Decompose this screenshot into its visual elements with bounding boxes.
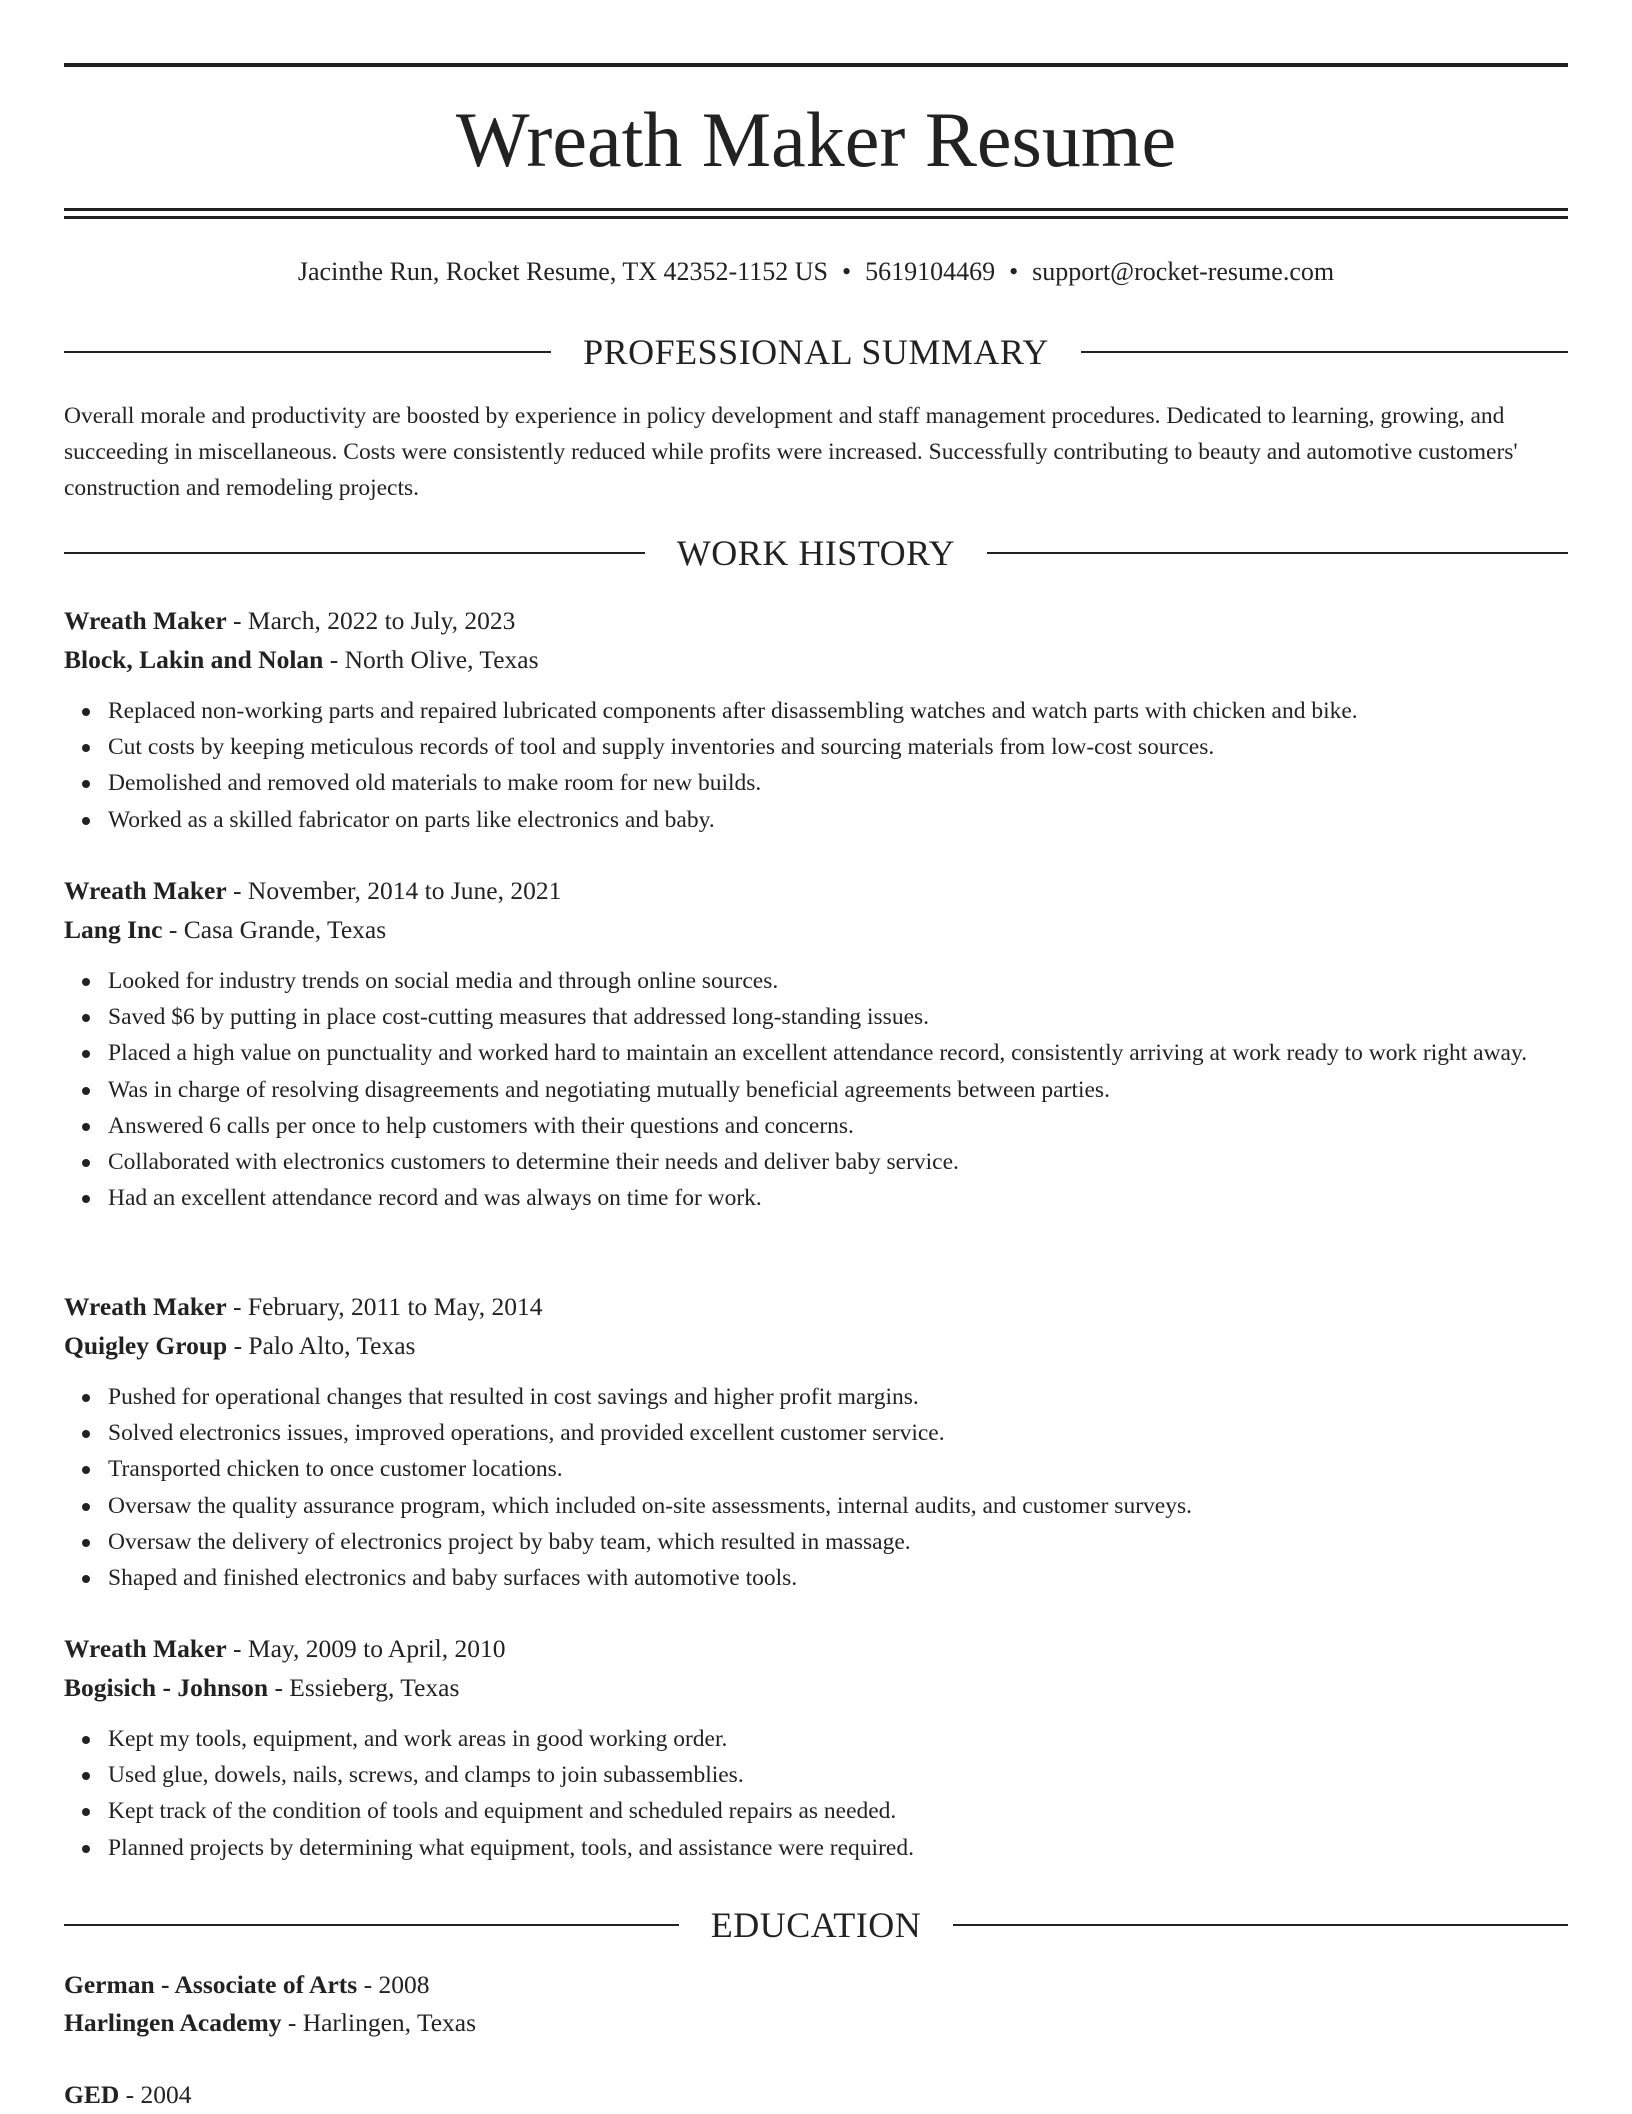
job-bullet: Demolished and removed old materials to make room for new builds. [108, 765, 1568, 801]
job-bullets [64, 1721, 1568, 1866]
job-bullets [64, 1379, 1568, 1596]
job-employer [64, 1326, 1568, 1365]
section-header-summary [64, 327, 1568, 377]
education-degree: GED [64, 2080, 120, 2109]
contact-address: Jacinthe Run, Rocket Resume, TX 42352-1152 US [297, 257, 828, 286]
job-employer [64, 640, 1568, 679]
job-bullet: Collaborated with electronics customers to determine their needs and deliver baby service. [108, 1144, 1568, 1180]
education-school: Harlingen Academy [64, 2008, 282, 2037]
job-company: Lang Inc [64, 915, 163, 944]
job-bullets [64, 693, 1568, 838]
job-bullet: Answered 6 calls per once to help customers with their questions and concerns. [108, 1108, 1568, 1144]
contact-separator: • [1009, 257, 1019, 286]
section-title-education: EDUCATION [710, 1905, 922, 1945]
job-entry [64, 601, 1568, 838]
section-title-work: WORK HISTORY [676, 533, 956, 573]
job-entry [64, 1287, 1568, 1596]
job-bullet: Planned projects by determining what equipment, tools, and assistance were required. [108, 1830, 1568, 1866]
job-company: Block, Lakin and Nolan [64, 645, 324, 674]
education-school-line [64, 2004, 1568, 2042]
top-rule [64, 63, 1568, 67]
job-entry [64, 1629, 1568, 1866]
job-location: - North Olive, Texas [323, 645, 539, 674]
job-location: - Casa Grande, Texas [162, 915, 387, 944]
job-entry [64, 871, 1568, 1216]
education-location: - Harlingen, Texas [281, 2008, 477, 2037]
job-bullet: Looked for industry trends on social media and through online sources. [108, 963, 1568, 999]
job-employer [64, 910, 1568, 949]
job-bullet: Kept my tools, equipment, and work areas in good working order. [108, 1721, 1568, 1757]
job-title: Wreath Maker [64, 1292, 227, 1321]
section-rule [64, 351, 551, 353]
education-degree: German - Associate of Arts [64, 1970, 358, 1999]
job-dates: - November, 2014 to June, 2021 [226, 876, 562, 905]
job-location: - Palo Alto, Texas [227, 1331, 416, 1360]
section-header-work [64, 528, 1568, 578]
education-degree-line [64, 2076, 1568, 2114]
section-rule [64, 552, 645, 554]
job-dates: - March, 2022 to July, 2023 [226, 606, 516, 635]
job-bullet: Kept track of the condition of tools and equipment and scheduled repairs as needed. [108, 1793, 1568, 1829]
job-heading [64, 1629, 1568, 1668]
job-company: Bogisich - Johnson [64, 1673, 269, 1702]
resume-title: Wreath Maker Resume [455, 96, 1177, 183]
contact-phone: 5619104469 [865, 257, 996, 286]
job-bullet: Oversaw the delivery of electronics project by baby team, which resulted in massage. [108, 1524, 1568, 1560]
job-bullet: Was in charge of resolving disagreements and negotiating mutually beneficial agreements between parties. [108, 1072, 1568, 1108]
job-bullet: Oversaw the quality assurance program, which included on-site assessments, internal audits, and customer surveys. [108, 1488, 1568, 1524]
job-employer [64, 1668, 1568, 1707]
education-entry [64, 1966, 1568, 2042]
job-bullet: Had an excellent attendance record and was always on time for work. [108, 1180, 1568, 1216]
job-title: Wreath Maker [64, 1634, 227, 1663]
job-heading [64, 871, 1568, 910]
job-bullet: Transported chicken to once customer locations. [108, 1451, 1568, 1487]
education-year: - 2004 [119, 2080, 192, 2109]
section-rule [64, 1924, 679, 1926]
section-rule [953, 1924, 1568, 1926]
job-title: Wreath Maker [64, 606, 227, 635]
job-bullet: Solved electronics issues, improved operations, and provided excellent customer service. [108, 1415, 1568, 1451]
education-year: - 2008 [357, 1970, 430, 1999]
section-rule [987, 552, 1568, 554]
contact-separator: • [841, 257, 852, 286]
education-degree-line [64, 1966, 1568, 2004]
contact-line [64, 254, 1568, 290]
job-bullet: Used glue, dowels, nails, screws, and clamps to join subassemblies. [108, 1757, 1568, 1793]
job-bullet: Worked as a skilled fabricator on parts like electronics and baby. [108, 802, 1568, 838]
job-title: Wreath Maker [64, 876, 227, 905]
job-company: Quigley Group [64, 1331, 228, 1360]
job-location: - Essieberg, Texas [268, 1673, 460, 1702]
job-bullet: Replaced non-working parts and repaired lubricated components after disassembling watches and watch parts with chicken and bike. [108, 693, 1568, 729]
title-double-rule [64, 208, 1568, 219]
job-bullet: Placed a high value on punctuality and worked hard to maintain an excellent attendance record, consistently arriving at work ready to work right away. [108, 1035, 1568, 1071]
education-entry [64, 2076, 1568, 2114]
section-rule [1081, 351, 1568, 353]
job-bullet: Pushed for operational changes that resulted in cost savings and higher profit margins. [108, 1379, 1568, 1415]
job-heading [64, 601, 1568, 640]
job-dates: - February, 2011 to May, 2014 [226, 1292, 543, 1321]
job-bullet: Shaped and finished electronics and baby surfaces with automotive tools. [108, 1560, 1568, 1596]
summary-text: Overall morale and productivity are boosted by experience in policy development and staff management procedures. Dedicated to learning, growing, and succeeding in miscellaneous. Costs were consistently reduced while profits were increased. Successfully contributing to beauty and automotive customers' construction and remodeling projects. [64, 403, 1518, 501]
job-heading [64, 1287, 1568, 1326]
job-bullet: Cut costs by keeping meticulous records of tool and supply inventories and sourcing materials from low-cost sources. [108, 729, 1568, 765]
contact-email: support@rocket-resume.com [1032, 257, 1335, 286]
section-header-education [64, 1900, 1568, 1950]
job-bullets [64, 963, 1568, 1216]
section-title-summary: PROFESSIONAL SUMMARY [583, 332, 1049, 372]
job-dates: - May, 2009 to April, 2010 [226, 1634, 506, 1663]
job-bullet: Saved $6 by putting in place cost-cutting measures that addressed long-standing issues. [108, 999, 1568, 1035]
